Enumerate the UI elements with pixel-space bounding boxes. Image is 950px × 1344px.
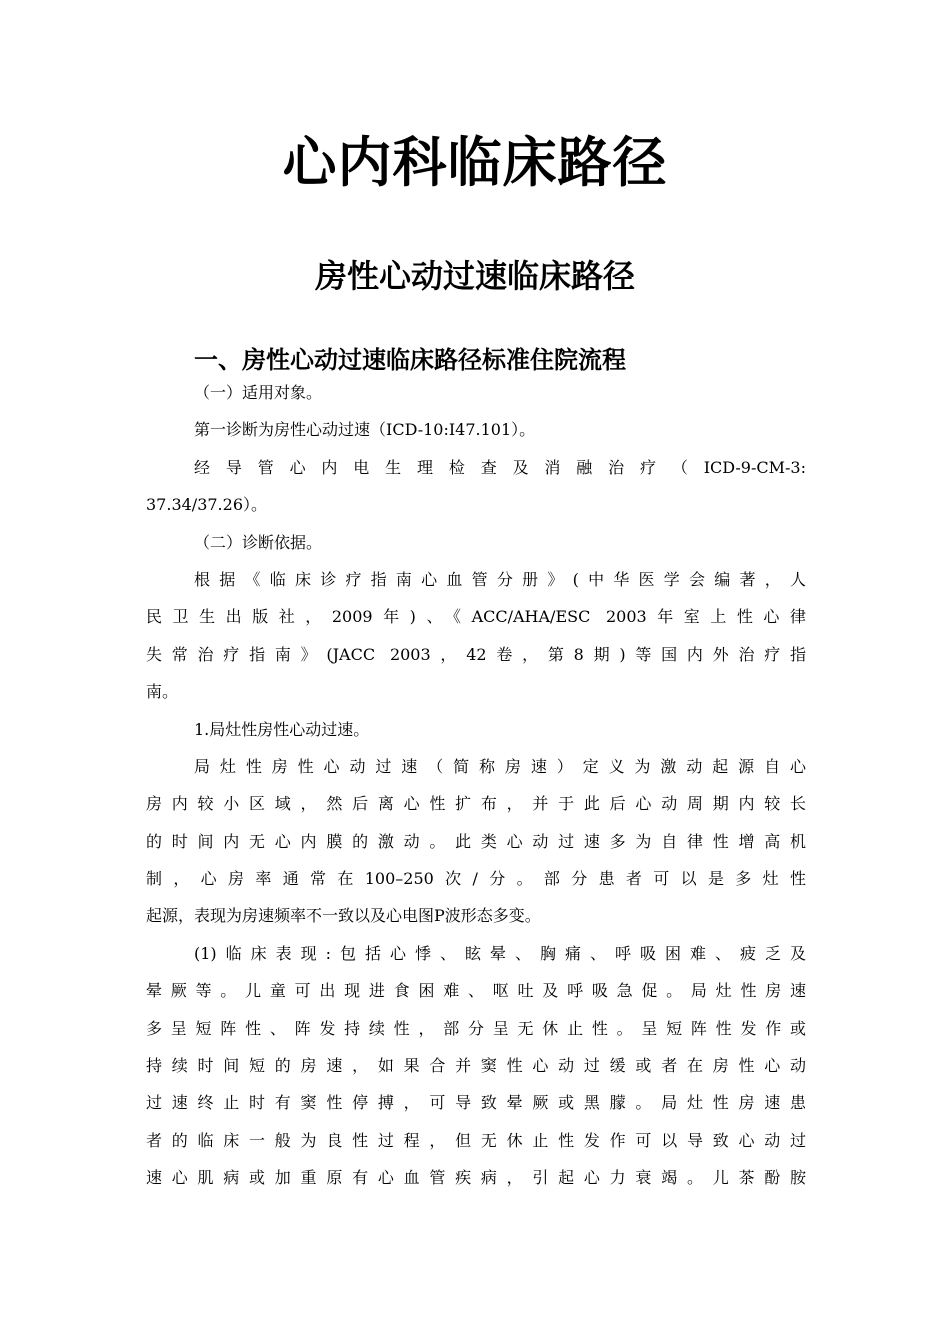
document-subtitle: 房性心动过速临床路径	[314, 257, 635, 295]
paragraph-line: 经导管心内电生理检查及消融治疗（ICD-9-CM-3:	[194, 457, 806, 477]
paragraph-line: 房内较小区域，然后离心性扩布，并于此后心动周期内较长	[146, 794, 806, 814]
paragraph-line: 起源，表现为房速频率不一致以及心电图P波形态多变。	[146, 906, 541, 926]
subsection-heading: （二）诊断依据。	[194, 532, 323, 552]
paragraph-line: (1)临床表现:包括心悸、眩晕、胸痛、呼吸困难、疲乏及	[194, 943, 806, 963]
paragraph-line: 者的临床一般为良性过程，但无休止性发作可以导致心动过	[146, 1130, 806, 1150]
paragraph-line: 晕厥等。儿童可出现进食困难、呕吐及呼吸急促。局灶性房速	[146, 981, 806, 1001]
paragraph-line: 局灶性房性心动过速（简称房速）定义为激动起源自心	[194, 756, 806, 776]
subsection-heading: 1.局灶性房性心动过速。	[194, 719, 370, 739]
document-body	[146, 342, 806, 1203]
paragraph-line: 多呈短阵性、阵发持续性，部分呈无休止性。呈短阵性发作或	[146, 1018, 806, 1038]
section-heading: 一、房性心动过速临床路径标准住院流程	[194, 346, 626, 374]
paragraph-line: 37.34/37.26）。	[146, 495, 268, 515]
paragraph-line: 过速终止时有窦性停搏，可导致晕厥或黑朦。局灶性房速患	[146, 1093, 806, 1113]
paragraph-line: 第一诊断为房性心动过速（ICD-10:I47.101）。	[194, 420, 536, 440]
paragraph-line: 速心肌病或加重原有心血管疾病，引起心力衰竭。儿茶酚胺	[146, 1168, 806, 1188]
paragraph-line: 南。	[146, 682, 179, 702]
paragraph-line: 民卫生出版社，2009年)、《ACC/AHA/ESC 2003年室上性心律	[146, 607, 806, 627]
subsection-heading: （一）适用对象。	[194, 383, 323, 402]
paragraph-line: 的时间内无心内膜的激动。此类心动过速多为自律性增高机	[146, 831, 806, 851]
document-title: 心内科临床路径	[282, 131, 668, 194]
paragraph-line: 制，心房率通常在100–250次/分。部分患者可以是多灶性	[146, 869, 806, 889]
paragraph-line: 失常治疗指南》(JACC 2003，42卷，第8期)等国内外治疗指	[146, 644, 806, 664]
paragraph-line: 持续时间短的房速，如果合并窦性心动过缓或者在房性心动	[146, 1056, 806, 1076]
paragraph-line: 根据《临床诊疗指南心血管分册》(中华医学会编著，人	[194, 569, 806, 589]
